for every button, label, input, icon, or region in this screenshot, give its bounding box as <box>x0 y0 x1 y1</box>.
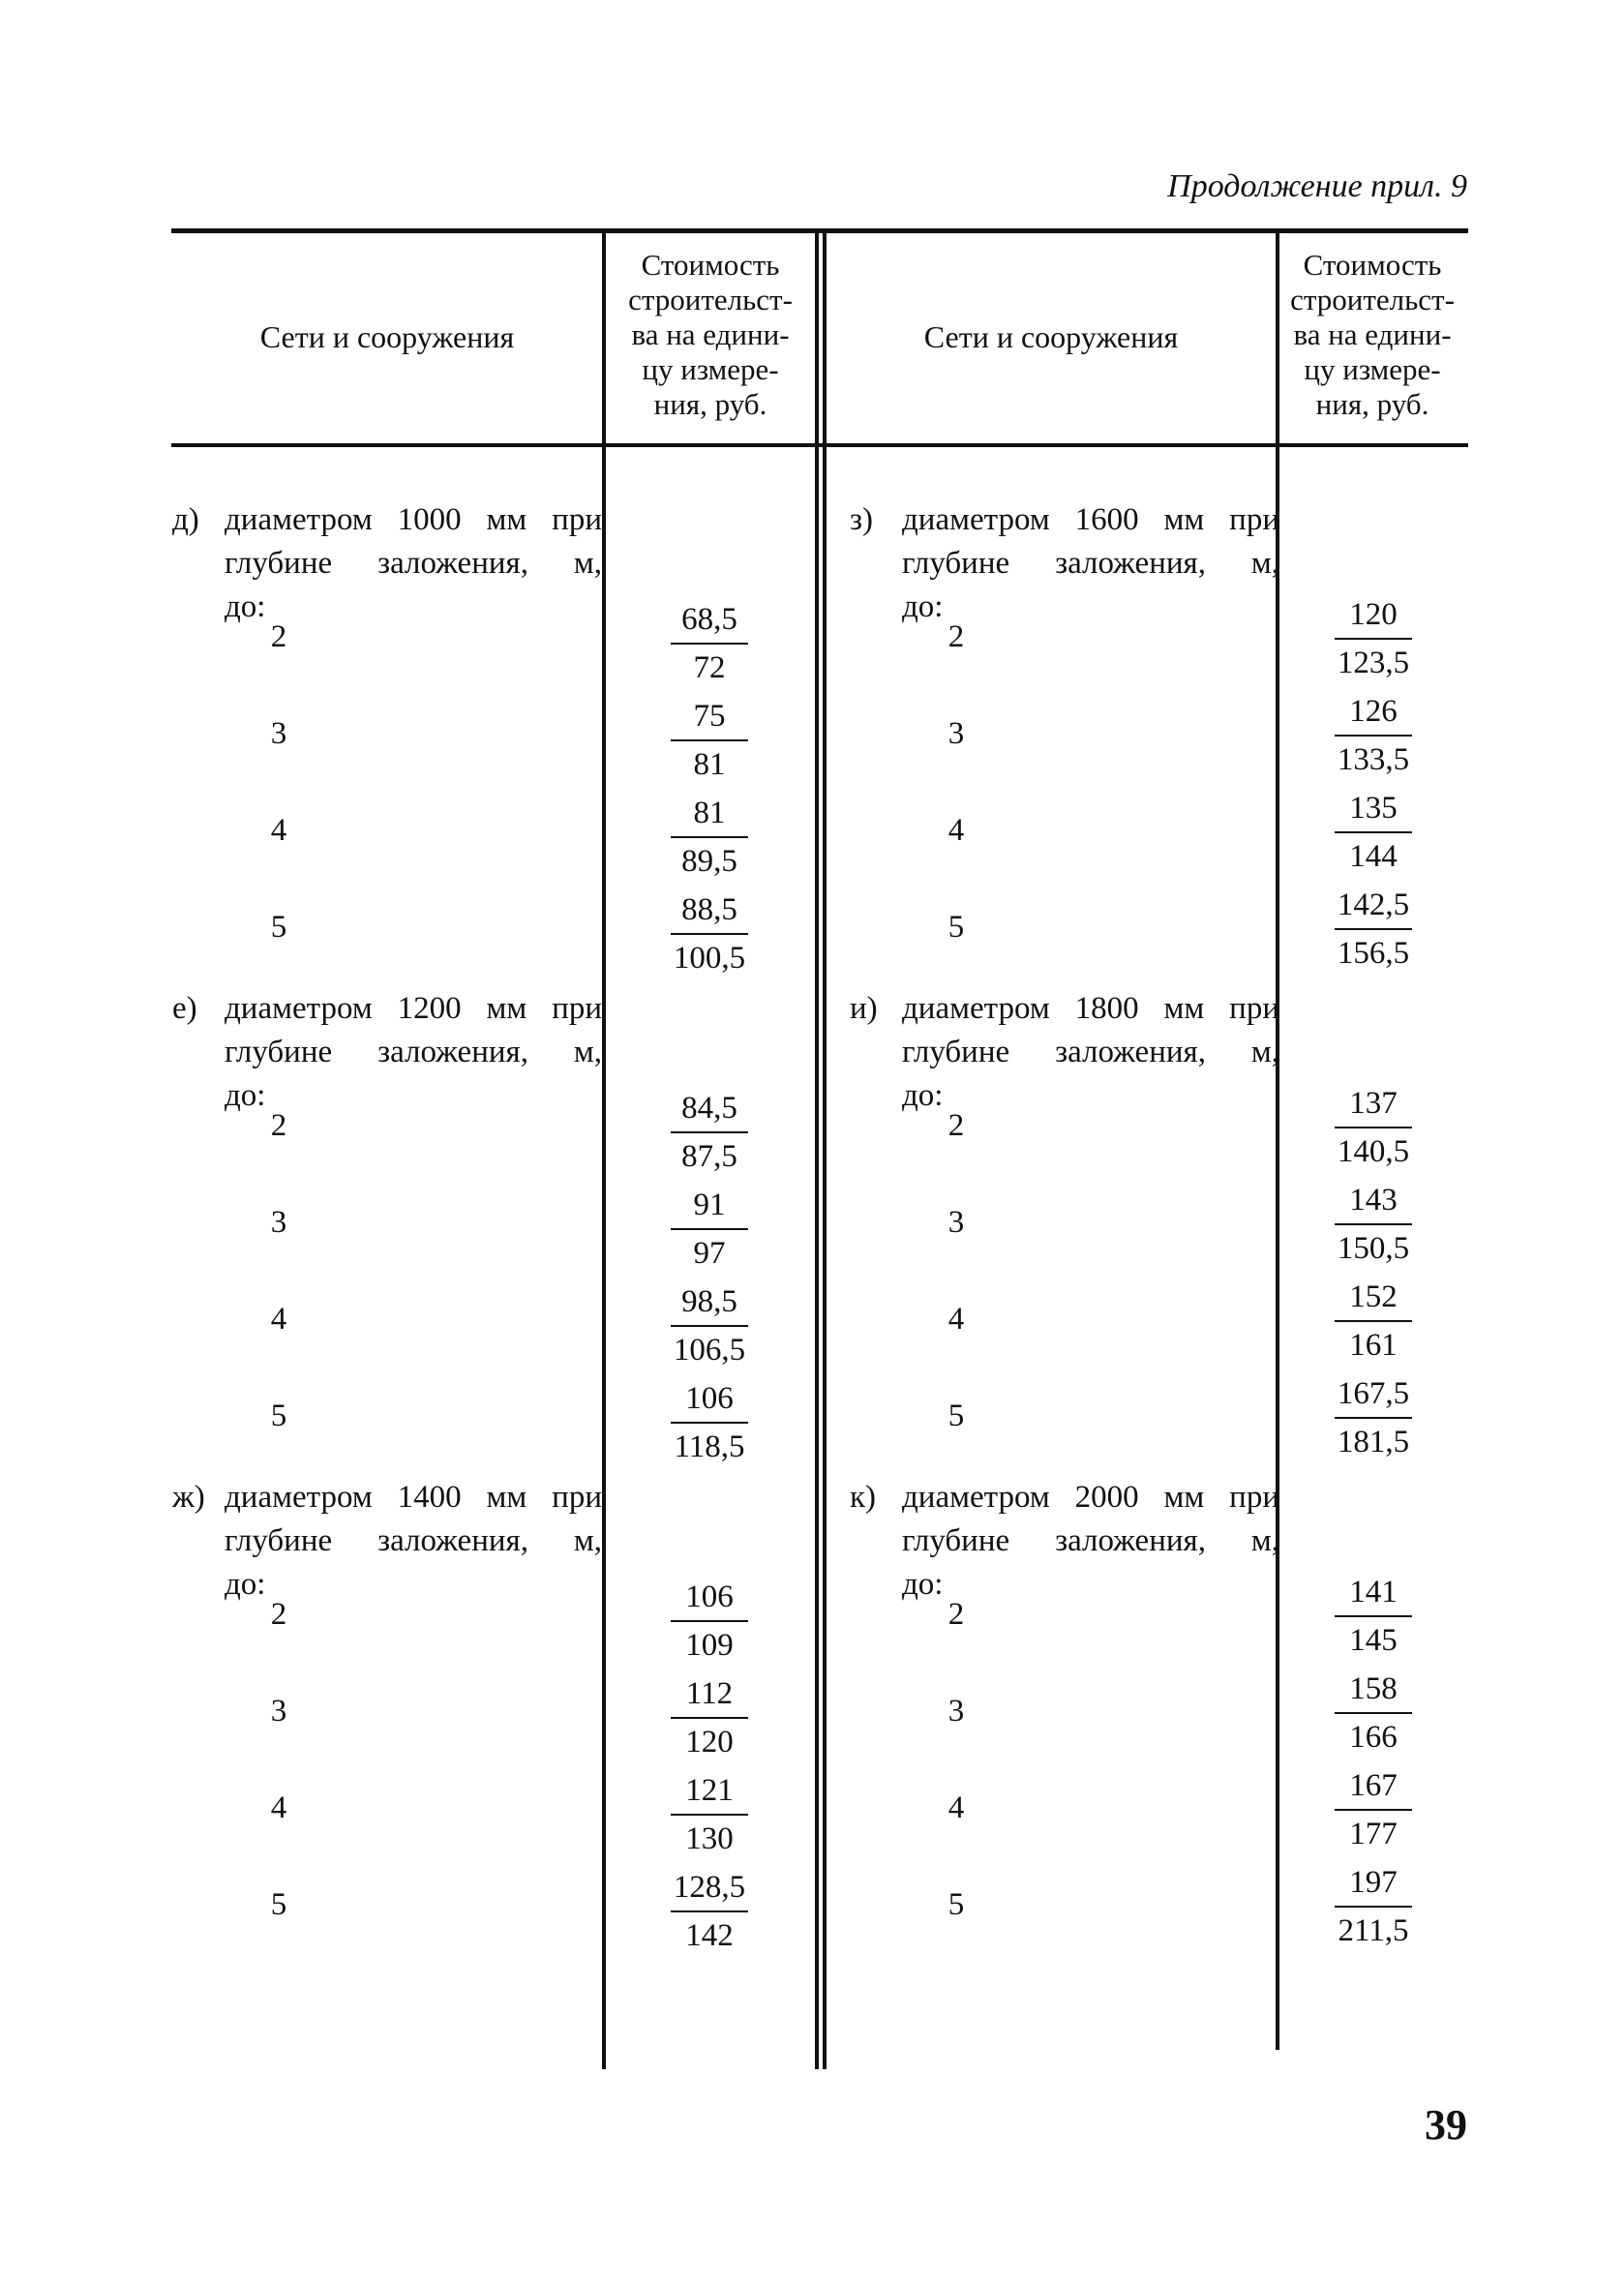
cost-numerator: 84,5 <box>681 1091 737 1126</box>
section-i <box>850 987 1279 1123</box>
cost-header-right <box>1278 248 1467 422</box>
cost-denominator: 177 <box>1349 1817 1398 1851</box>
cost-denominator: 106,5 <box>673 1333 746 1368</box>
section-desc-line1: диаметром 1600 мм при <box>902 502 1279 537</box>
depth-label: 5 <box>947 1399 965 1433</box>
depth-label: 3 <box>270 1205 287 1240</box>
section-desc-line3: до: <box>902 589 944 624</box>
cost-fraction <box>656 794 763 881</box>
depth-label: 3 <box>947 1205 965 1240</box>
cost-denominator: 142 <box>685 1918 734 1953</box>
cost-header-line: строительст- <box>1290 283 1455 316</box>
cost-header-line: ния, руб. <box>1315 387 1429 421</box>
cost-header-line: цу измере- <box>1304 352 1441 386</box>
cost-header-line: ния, руб. <box>653 387 767 421</box>
cost-fraction <box>656 1868 763 1955</box>
cost-fraction <box>656 1282 763 1369</box>
section-letter: к) <box>850 1480 877 1515</box>
cost-numerator: 88,5 <box>681 892 737 927</box>
section-desc-line2: глубине заложения, м, <box>225 546 602 581</box>
cost-numerator: 98,5 <box>681 1284 737 1319</box>
depth-label: 5 <box>270 1887 287 1922</box>
cost-denominator: 144 <box>1349 839 1398 874</box>
table-top-rule <box>171 228 1468 233</box>
cost-numerator: 81 <box>693 796 726 830</box>
cost-fraction <box>656 1578 763 1665</box>
cost-denominator: 130 <box>685 1821 734 1856</box>
cost-denominator: 81 <box>693 747 726 782</box>
cost-denominator: 97 <box>693 1236 726 1271</box>
cost-fraction <box>656 1674 763 1761</box>
cost-denominator: 109 <box>685 1628 734 1663</box>
cost-fraction <box>1320 1669 1427 1757</box>
cost-denominator: 89,5 <box>681 844 737 879</box>
depth-label: 4 <box>947 813 965 848</box>
section-desc-line1: диаметром 1800 мм при <box>902 991 1279 1026</box>
page-number: 39 <box>1425 2101 1467 2149</box>
section-desc-line3: до: <box>225 589 266 624</box>
depth-label: 3 <box>270 1694 287 1729</box>
cost-numerator: 91 <box>693 1188 726 1222</box>
center-divider-a <box>815 230 819 2069</box>
cost-header-left <box>604 248 817 422</box>
section-e <box>172 987 602 1123</box>
cost-header-line: ва на едини- <box>631 317 790 351</box>
header-bottom-rule <box>171 443 1468 447</box>
cost-denominator: 100,5 <box>673 941 746 976</box>
depth-label: 5 <box>270 910 287 945</box>
cost-denominator: 133,5 <box>1337 742 1410 777</box>
cost-fraction <box>1320 1084 1427 1171</box>
depth-label: 4 <box>270 1790 287 1825</box>
cost-numerator: 158 <box>1349 1671 1398 1706</box>
section-z <box>850 498 1279 634</box>
cost-numerator: 106 <box>685 1579 734 1614</box>
center-divider-b <box>823 230 827 2069</box>
cost-fraction <box>1320 692 1427 779</box>
cost-numerator: 167,5 <box>1337 1376 1410 1411</box>
depth-label: 4 <box>947 1790 965 1825</box>
cost-numerator: 106 <box>685 1381 734 1416</box>
cost-fraction <box>656 890 763 978</box>
section-desc-line2: глубине заложения, м, <box>225 1035 602 1069</box>
section-desc-line1: диаметром 1000 мм при <box>225 502 602 537</box>
cost-fraction <box>1320 1278 1427 1365</box>
section-desc-line3: до: <box>902 1078 944 1113</box>
cost-fraction <box>656 600 763 687</box>
cost-denominator: 156,5 <box>1337 936 1410 971</box>
cost-numerator: 68,5 <box>681 602 737 637</box>
cost-denominator: 123,5 <box>1337 646 1410 680</box>
section-desc-line2: глубине заложения, м, <box>902 1523 1279 1558</box>
cost-numerator: 152 <box>1349 1279 1398 1314</box>
section-letter: з) <box>850 502 874 537</box>
cost-numerator: 126 <box>1349 694 1398 729</box>
cost-fraction <box>1320 1766 1427 1853</box>
section-desc-line3: до: <box>225 1567 266 1602</box>
section-letter: д) <box>172 502 199 537</box>
section-desc-line2: глубине заложения, м, <box>902 1035 1279 1069</box>
cost-numerator: 141 <box>1349 1575 1398 1609</box>
section-desc-line1: диаметром 1200 мм при <box>225 991 602 1026</box>
depth-label: 3 <box>270 716 287 751</box>
depth-label: 2 <box>270 1108 287 1143</box>
section-desc-line2: глубине заложения, м, <box>902 546 1279 581</box>
section-desc-line3: до: <box>225 1078 266 1113</box>
depth-label: 5 <box>947 910 965 945</box>
cost-fraction <box>1320 886 1427 973</box>
depth-label: 5 <box>270 1399 287 1433</box>
cost-denominator: 120 <box>685 1725 734 1760</box>
cost-header-line: Стоимость <box>1303 248 1442 282</box>
depth-label: 3 <box>947 716 965 751</box>
section-desc-line2: глубине заложения, м, <box>225 1523 602 1558</box>
depth-label: 3 <box>947 1694 965 1729</box>
cost-fraction <box>1320 789 1427 876</box>
networks-header-left: Сети и сооружения <box>259 319 515 354</box>
depth-label: 4 <box>947 1302 965 1337</box>
cost-numerator: 143 <box>1349 1183 1398 1218</box>
cost-fraction <box>656 1186 763 1273</box>
cost-fraction <box>656 697 763 784</box>
cost-header-line: цу измере- <box>642 352 779 386</box>
cost-numerator: 197 <box>1349 1865 1398 1900</box>
networks-header-right: Сети и сооружения <box>923 319 1179 354</box>
depth-label: 2 <box>270 1597 287 1632</box>
cost-fraction <box>1320 1863 1427 1950</box>
cost-denominator: 87,5 <box>681 1139 737 1174</box>
depth-label: 2 <box>270 619 287 654</box>
cost-denominator: 166 <box>1349 1720 1398 1755</box>
continuation-note: Продолжение прил. 9 <box>1167 168 1467 204</box>
section-letter: е) <box>172 991 197 1026</box>
depth-label: 2 <box>947 619 965 654</box>
section-k <box>850 1476 1279 1611</box>
cost-denominator: 150,5 <box>1337 1231 1410 1266</box>
section-desc-line1: диаметром 2000 мм при <box>902 1480 1279 1515</box>
cost-denominator: 72 <box>693 650 726 685</box>
cost-denominator: 118,5 <box>674 1429 745 1464</box>
cost-denominator: 181,5 <box>1337 1425 1410 1459</box>
section-desc-line1: диаметром 1400 мм при <box>225 1480 602 1515</box>
cost-fraction <box>656 1771 763 1858</box>
cost-header-line: ва на едини- <box>1293 317 1452 351</box>
section-desc-line3: до: <box>902 1567 944 1602</box>
cost-numerator: 128,5 <box>673 1870 746 1905</box>
cost-fraction <box>1320 1374 1427 1461</box>
cost-numerator: 137 <box>1349 1086 1398 1121</box>
cost-fraction <box>1320 1573 1427 1660</box>
cost-fraction <box>656 1379 763 1466</box>
cost-numerator: 120 <box>1349 597 1398 632</box>
cost-numerator: 75 <box>693 699 726 734</box>
depth-label: 4 <box>270 813 287 848</box>
depth-label: 2 <box>947 1108 965 1143</box>
cost-fraction <box>1320 1181 1427 1268</box>
section-letter: ж) <box>172 1480 205 1515</box>
depth-label: 4 <box>270 1302 287 1337</box>
depth-label: 5 <box>947 1887 965 1922</box>
cost-denominator: 145 <box>1349 1623 1398 1658</box>
cost-numerator: 121 <box>685 1773 734 1808</box>
cost-numerator: 167 <box>1349 1768 1398 1803</box>
section-d <box>172 498 602 634</box>
cost-header-line: Стоимость <box>641 248 780 282</box>
cost-numerator: 135 <box>1349 791 1398 826</box>
section-letter: и) <box>850 991 878 1026</box>
cost-numerator: 142,5 <box>1337 887 1410 922</box>
cost-fraction <box>1320 595 1427 682</box>
left-cost-divider <box>602 230 606 2069</box>
cost-denominator: 161 <box>1349 1328 1398 1363</box>
cost-header-line: строительст- <box>628 283 793 316</box>
cost-denominator: 211,5 <box>1338 1913 1409 1948</box>
cost-numerator: 112 <box>685 1676 734 1711</box>
cost-denominator: 140,5 <box>1337 1134 1410 1169</box>
depth-label: 2 <box>947 1597 965 1632</box>
section-zh <box>172 1476 602 1611</box>
cost-fraction <box>656 1089 763 1176</box>
